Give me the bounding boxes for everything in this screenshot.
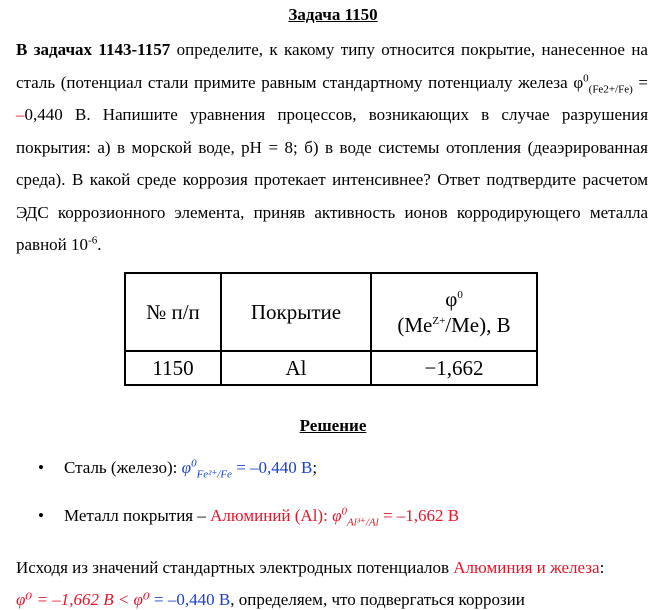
header-phi: φ [445, 287, 458, 311]
table-header-row [125, 273, 537, 351]
conclusion-paragraph [16, 552, 648, 584]
cut-off-line [16, 590, 656, 610]
conclusion-metals: Алюминия и железа [453, 558, 600, 577]
coating-phi-sub: Al³⁺/Al [346, 516, 379, 529]
problem-title: Задача 1150 [288, 5, 378, 24]
solution-title: Решение [299, 416, 367, 435]
bullet-dot: • [38, 506, 44, 525]
coating-metal: Алюминий (Al): [210, 506, 333, 525]
header-coating: Покрытие [221, 273, 371, 351]
coating-label: Металл покрытия – [64, 506, 211, 525]
coating-phi: φ [332, 506, 342, 525]
header-potential [371, 273, 537, 351]
bullet-dot: • [38, 458, 44, 477]
steel-label: Сталь (железо): [64, 458, 182, 477]
steel-phi: φ [181, 458, 192, 477]
coating-phi-sup: 0 [341, 505, 347, 518]
header-phi-sup: 0 [457, 289, 463, 301]
minus-sign: – [16, 105, 25, 124]
steel-potential-value: 0,440 В [24, 105, 87, 124]
cell-number: 1150 [125, 351, 221, 385]
fe-value: = –0,440 В [149, 590, 231, 609]
task-range: В задачах 1143-1157 [16, 40, 171, 59]
problem-statement [16, 34, 648, 262]
steel-end: ; [312, 458, 318, 477]
header-ion-charge: Z+ [432, 315, 446, 327]
steel-potential: = –0,440 В [231, 458, 313, 477]
header-me-unit: /Me), В [445, 313, 511, 337]
phi-superscript: 0 [583, 71, 589, 84]
conclusion-text-1: Исходя из значений стандартных электродных потенциалов [16, 558, 454, 577]
cell-coating: Al [221, 351, 371, 385]
al-comparison: φ⁰ = –1,662 В < φ⁰ [16, 590, 150, 609]
header-me: (Me [397, 313, 433, 337]
coating-potential: = –1,662 В [378, 506, 460, 525]
header-number: № п/п [125, 273, 221, 351]
steel-phi-sub: Fe²⁺/Fe [196, 468, 232, 481]
statement-part-1: определите, к какому типу относится покрытие, нанесенное на сталь (потенциал стали примите равным стандартному потенциалу железа φ [16, 40, 648, 92]
equals-sign: = [632, 72, 648, 92]
table-row [125, 351, 537, 385]
cell-potential: −1,662 [371, 351, 537, 385]
statement-end: . [97, 235, 102, 254]
statement-part-2: . Напишите уравнения процессов, возникающих в случае разрушения покрытия: а) в морской воде, pH = 8; б) в воде системы отопления (деаэрированная среда). В какой среде коррозия протекает интенсивнее? Ответ подтвердите расчетом ЭДС коррозионного элемента, приняв активность ионов корродирующего металла равной 10 [16, 105, 649, 254]
steel-phi-sup: 0 [191, 457, 197, 470]
list-item [38, 505, 460, 529]
phi-subscript: (Fe2+/Fe) [588, 82, 633, 95]
data-table [124, 272, 538, 386]
list-item [38, 457, 318, 481]
conclusion-colon: : [599, 558, 605, 577]
cut-rest: , определяем, что подвергаться коррозии [230, 590, 525, 609]
activity-exponent: -6 [88, 234, 98, 247]
